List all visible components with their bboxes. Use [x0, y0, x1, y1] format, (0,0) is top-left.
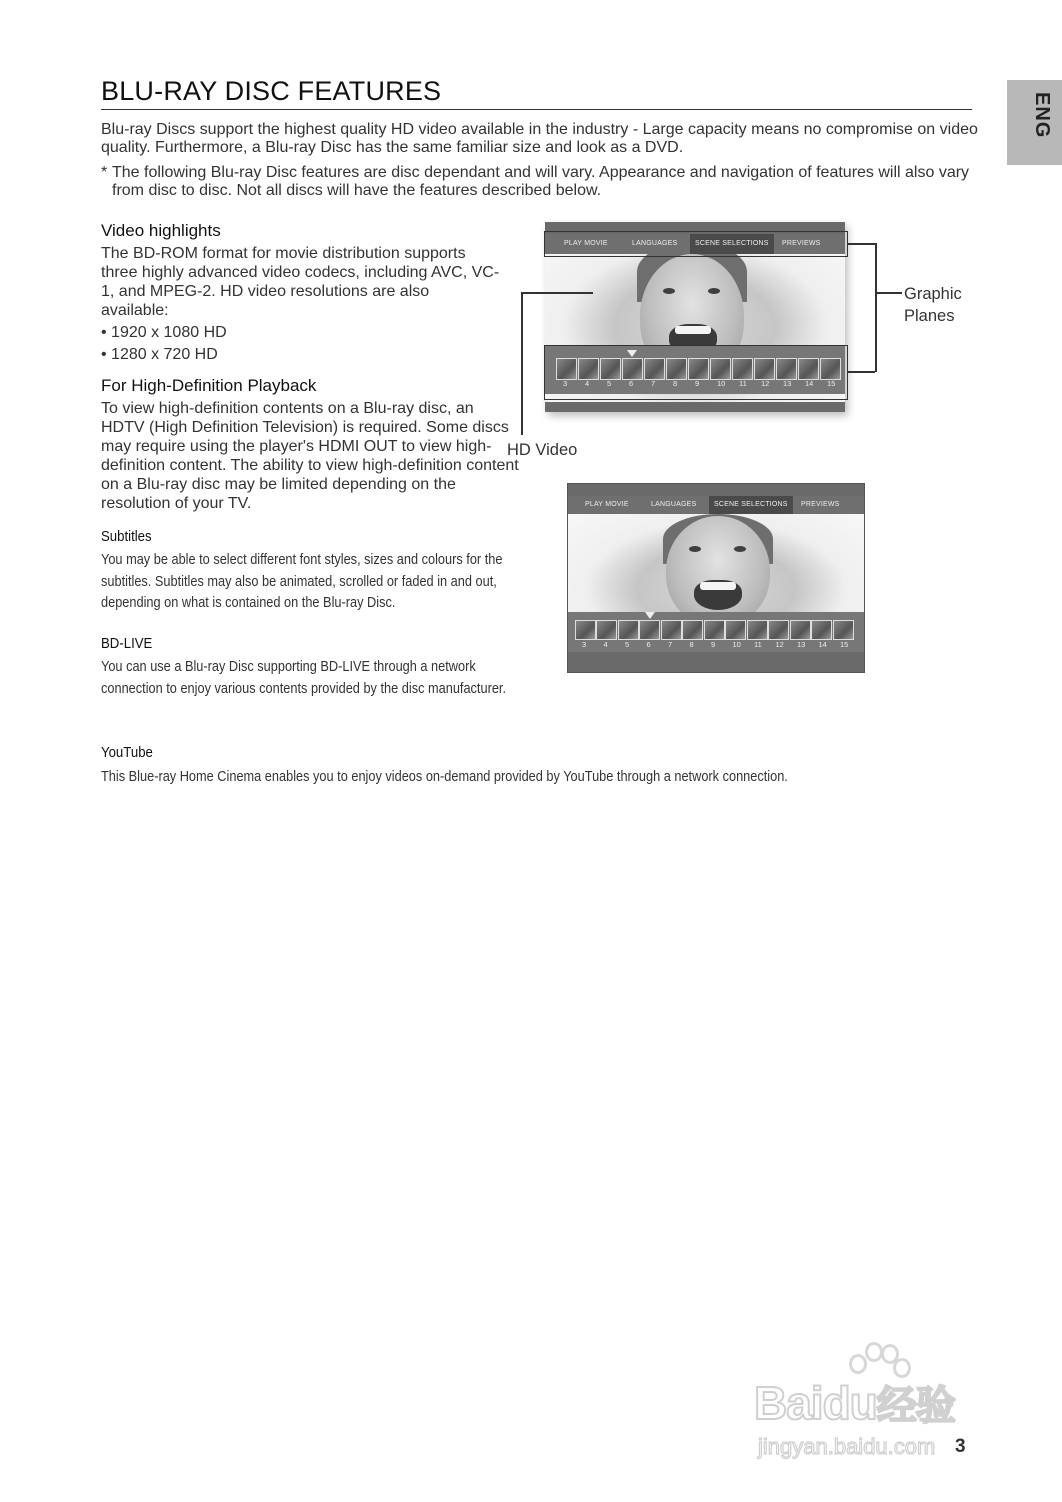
graphic-plane-bottom-frame: [544, 345, 848, 400]
page-number: 3: [955, 1436, 966, 1457]
scene-number: 7: [668, 640, 673, 649]
menu-item: PLAY MOVIE: [564, 240, 608, 247]
page-title: BLU-RAY DISC FEATURES: [101, 76, 442, 106]
scene-strip: [568, 612, 864, 652]
scene-number: 15: [840, 640, 849, 649]
scene-number: 6: [646, 640, 651, 649]
scene-thumbnail: [639, 620, 660, 640]
list-item: • 1280 x 720 HD: [101, 346, 218, 363]
scene-number: 10: [717, 379, 726, 388]
note-marker: *: [101, 164, 108, 181]
menu-item: PLAY MOVIE: [585, 501, 629, 508]
scene-number: 8: [689, 640, 694, 649]
resolution-list: [101, 322, 227, 366]
scene-number: 10: [732, 640, 741, 649]
menu-screenshot: [567, 483, 865, 673]
scene-number: 5: [607, 379, 612, 388]
scene-number: 3: [563, 379, 568, 388]
subtitles-body: You may be able to select different font styles, sizes and colours for the subtitles. Subtitles may also be animated, scrolled or faded in and out, depending on what is contained on the Blu-ray Disc.: [101, 552, 503, 611]
scene-thumbnail: [725, 620, 746, 640]
scene-thumbnail: [811, 620, 832, 640]
scene-number: 11: [754, 640, 762, 649]
watermark-brand: Baidu: [754, 1377, 877, 1429]
disc-menu-bar: [568, 496, 864, 514]
menu-item: PREVIEWS: [782, 240, 821, 247]
scene-number: 6: [629, 379, 634, 388]
youtube-body: This Blue-ray Home Cinema enables you to enjoy videos on-demand provided by YouTube through a network connection.: [101, 769, 788, 785]
scene-thumbnail: [575, 620, 596, 640]
scene-number: 9: [711, 640, 716, 649]
hd-playback-heading: For High-Definition Playback: [101, 376, 317, 395]
scene-number: 14: [818, 640, 827, 649]
subtitles-heading: Subtitles: [101, 528, 152, 545]
scene-thumbnail: [596, 620, 617, 640]
scene-number: 7: [651, 379, 656, 388]
menu-item: LANGUAGES: [632, 240, 678, 247]
video-highlights-heading: Video highlights: [101, 221, 221, 240]
menu-item: PREVIEWS: [801, 501, 840, 508]
scene-thumbnail: [704, 620, 725, 640]
graphic-plane-top-frame: [544, 231, 848, 257]
note-text: The following Blu-ray Disc features are disc dependant and will vary. Appearance and navigation of features will also vary from disc to disc. Not all discs will have the features described below.: [112, 164, 970, 199]
intro-paragraph: Blu-ray Discs support the highest quality HD video available in the industry - Large capacity means no compromise on video quality. Furthermore, a Blu-ray Disc has the same familiar size and look as a DVD.: [101, 121, 978, 156]
scene-number: 12: [761, 379, 770, 388]
scene-number: 9: [695, 379, 700, 388]
list-item: • 1920 x 1080 HD: [101, 324, 227, 341]
hd-video-callout: HD Video: [507, 441, 578, 459]
scene-number: 13: [797, 640, 806, 649]
scene-thumbnail: [747, 620, 768, 640]
bdlive-body: You can use a Blu-ray Disc supporting BD-LIVE through a network connection to enjoy various contents provided by the disc manufacturer.: [101, 659, 507, 697]
hd-playback-body: To view high-definition contents on a Blu-ray disc, an HDTV (High Definition Television) is required. Some discs may require using the player's HDMI OUT to view high-definition content. The ability to view high-definition content on a Blu-ray disc may be limited depending on the resolution of your TV.: [101, 400, 519, 512]
scene-number: 11: [739, 379, 747, 388]
scene-number: 4: [585, 379, 590, 388]
scene-number: 4: [603, 640, 608, 649]
language-tab-label: ENG: [1031, 92, 1053, 139]
scene-number: 14: [805, 379, 814, 388]
scene-number: 12: [775, 640, 784, 649]
watermark-url: jingyan.baidu.com: [758, 1434, 936, 1459]
watermark-cn: 经验: [876, 1384, 955, 1428]
scene-number: 3: [582, 640, 587, 649]
scene-thumbnail: [682, 620, 703, 640]
graphic-planes-callout: Graphic Planes: [904, 285, 962, 325]
scene-thumbnail: [661, 620, 682, 640]
scene-thumbnail: [768, 620, 789, 640]
scene-pointer-icon: [645, 612, 655, 619]
youtube-heading: YouTube: [101, 744, 153, 761]
menu-item: LANGUAGES: [651, 501, 697, 508]
language-tab: [1007, 80, 1062, 165]
bdlive-heading: BD-LIVE: [101, 635, 153, 652]
scene-number: 13: [783, 379, 792, 388]
scene-thumbnail: [833, 620, 854, 640]
menu-item: SCENE SELECTIONS: [690, 234, 774, 254]
scene-thumbnail: [618, 620, 639, 640]
scene-number: 15: [827, 379, 836, 388]
baidu-watermark: [744, 1340, 1004, 1480]
title-rule: [101, 109, 972, 110]
disclaimer-note: [101, 164, 981, 200]
video-highlights-body: The BD-ROM format for movie distribution supports three highly advanced video codecs, including AVC, VC-1, and MPEG-2. HD video resolutions are also available:: [101, 245, 500, 319]
scene-number: 8: [673, 379, 678, 388]
scene-thumbnail: [790, 620, 811, 640]
scene-number: 5: [625, 640, 630, 649]
menu-item: SCENE SELECTIONS: [709, 496, 793, 514]
